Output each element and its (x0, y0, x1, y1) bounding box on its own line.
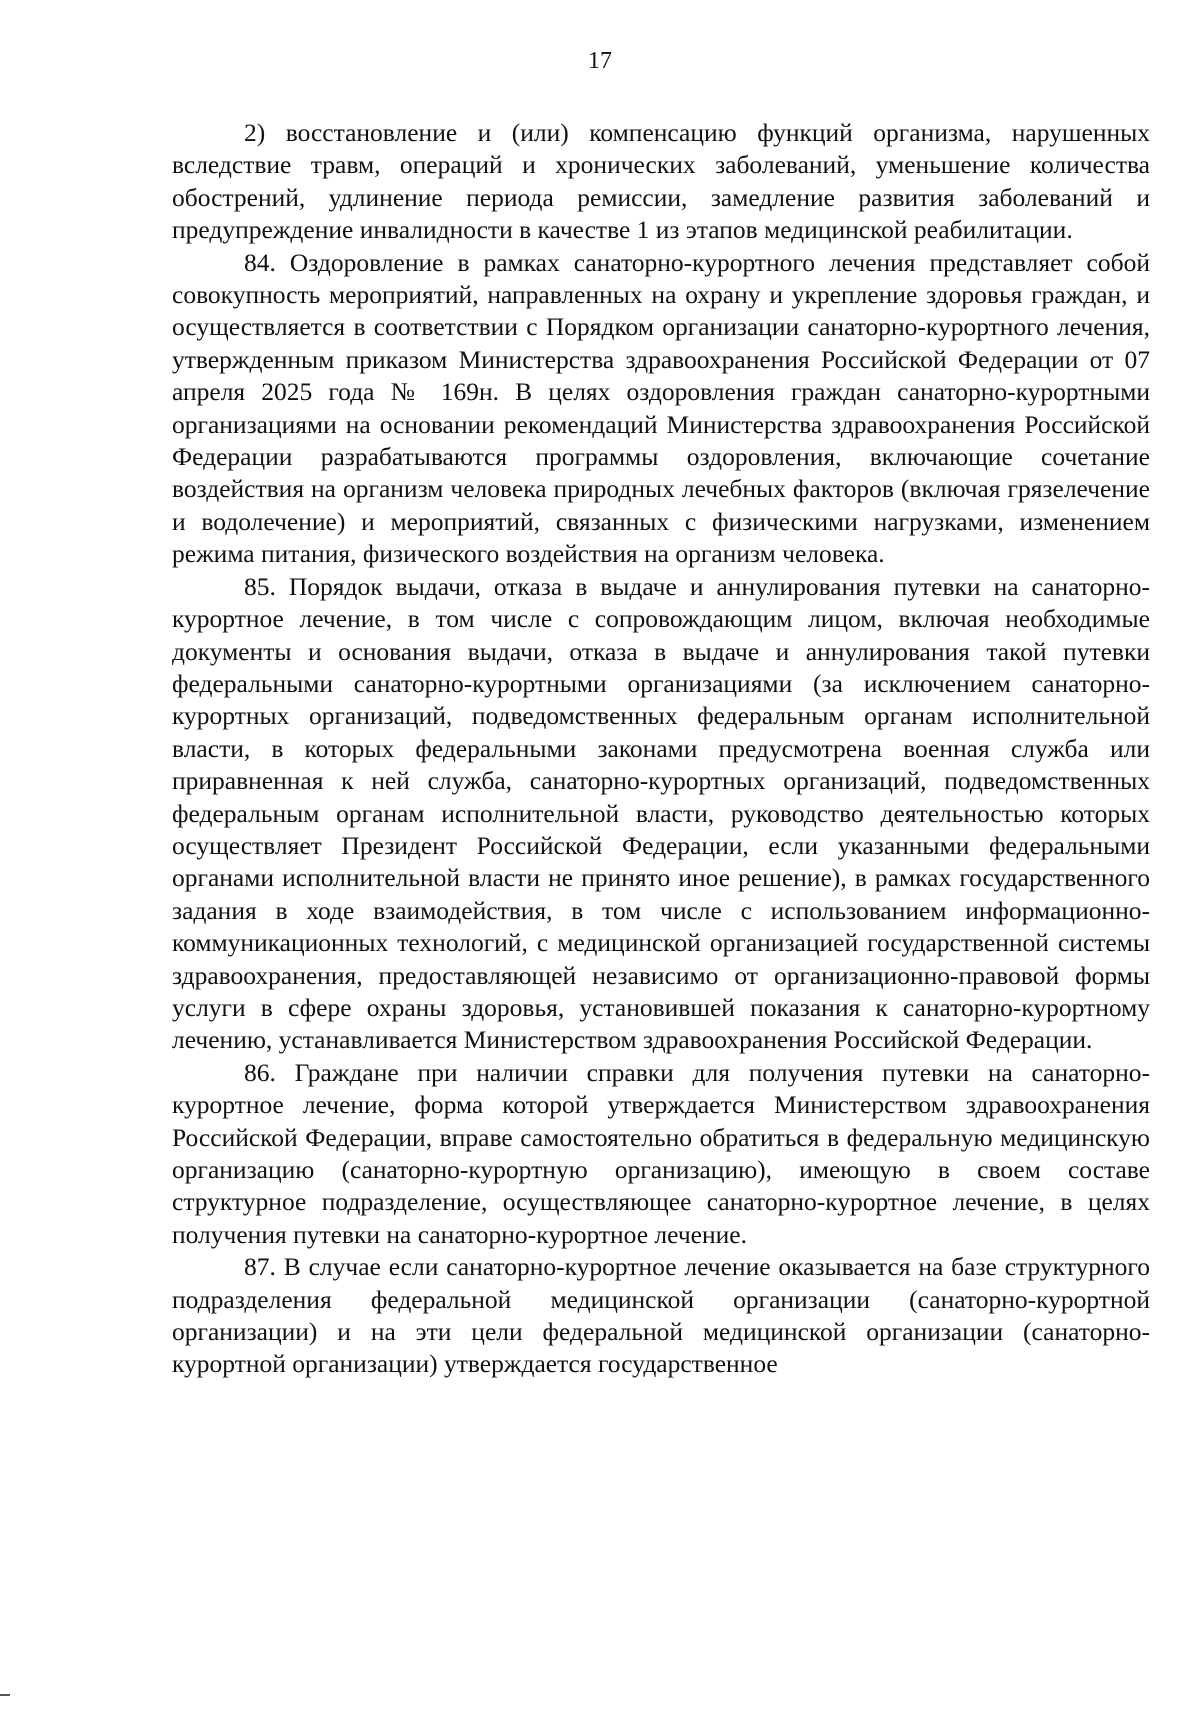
paragraph-84: 84. Оздоровление в рамках санаторно-курортного лечения представляет собой совокупность мероприятий, направленных на охрану и укрепление здоровья граждан, и осуществляется в соответствии с Порядком организации санаторно-курортного лечения, утвержденным приказом Министерства здравоохранения Российской Федерации от 07 апреля 2025 года № 169н. В целях оздоровления граждан санаторно-курортными организациями на основании рекомендаций Министерства здравоохранения Российской Федерации разрабатываются программы оздоровления, включающие сочетание воздействия на организм человека природных лечебных факторов (включая грязелечение и водолечение) и мероприятий, связанных с физическими нагрузками, изменением режима питания, физического воздействия на организм человека. (172, 247, 1150, 569)
paragraph-85: 85. Порядок выдачи, отказа в выдаче и аннулирования путевки на санаторно-курортное лечение, в том числе с сопровождающим лицом, включая необходимые документы и основания выдачи, отказа в выдаче и аннулирования такой путевки федеральными санаторно-курортными организациями (за исключением санаторно-курортных организаций, подведомственных федеральным органам исполнительной власти, в которых федеральными законами предусмотрена военная служба или приравненная к ней служба, санаторно-курортных организаций, подведомственных федеральным органам исполнительной власти, руководство деятельностью которых осуществляет Президент Российской Федерации, если указанными федеральными органами исполнительной власти не принято иное решение), в рамках государственного задания в ходе взаимодействия, в том числе с использованием информационно-коммуникационных технологий, с медицинской организацией государственной системы здравоохранения, предоставляющей независимо от организационно-правовой формы услуги в сфере охраны здоровья, установившей показания к санаторно-курортному лечению, устанавливается Министерством здравоохранения Российской Федерации. (172, 571, 1150, 1055)
document-body (172, 117, 1150, 1381)
scan-edge-mark (0, 1694, 10, 1696)
paragraph-87: 87. В случае если санаторно-курортное лечение оказывается на базе структурного подразделения федеральной медицинской организации (санаторно-курортной организации) и на эти цели федеральной медицинской организации (санаторно-курортной организации) утверждается государственное (172, 1252, 1150, 1379)
page-number: 17 (588, 48, 612, 74)
paragraph-item-2: 2) восстановление и (или) компенсацию функций организма, нарушенных вследствие травм, операций и хронических заболеваний, уменьшение количества обострений, удлинение периода ремиссии, замедление развития заболеваний и предупреждение инвалидности в качестве 1 из этапов медицинской реабилитации. (172, 118, 1150, 245)
paragraph-86: 86. Граждане при наличии справки для получения путевки на санаторно-курортное лечение, форма которой утверждается Министерством здравоохранения Российской Федерации, вправе самостоятельно обратиться в федеральную медицинскую организацию (санаторно-курортную организацию), имеющую в своем составе структурное подразделение, осуществляющее санаторно-курортное лечение, в целях получения путевки на санаторно-курортное лечение. (172, 1057, 1150, 1249)
